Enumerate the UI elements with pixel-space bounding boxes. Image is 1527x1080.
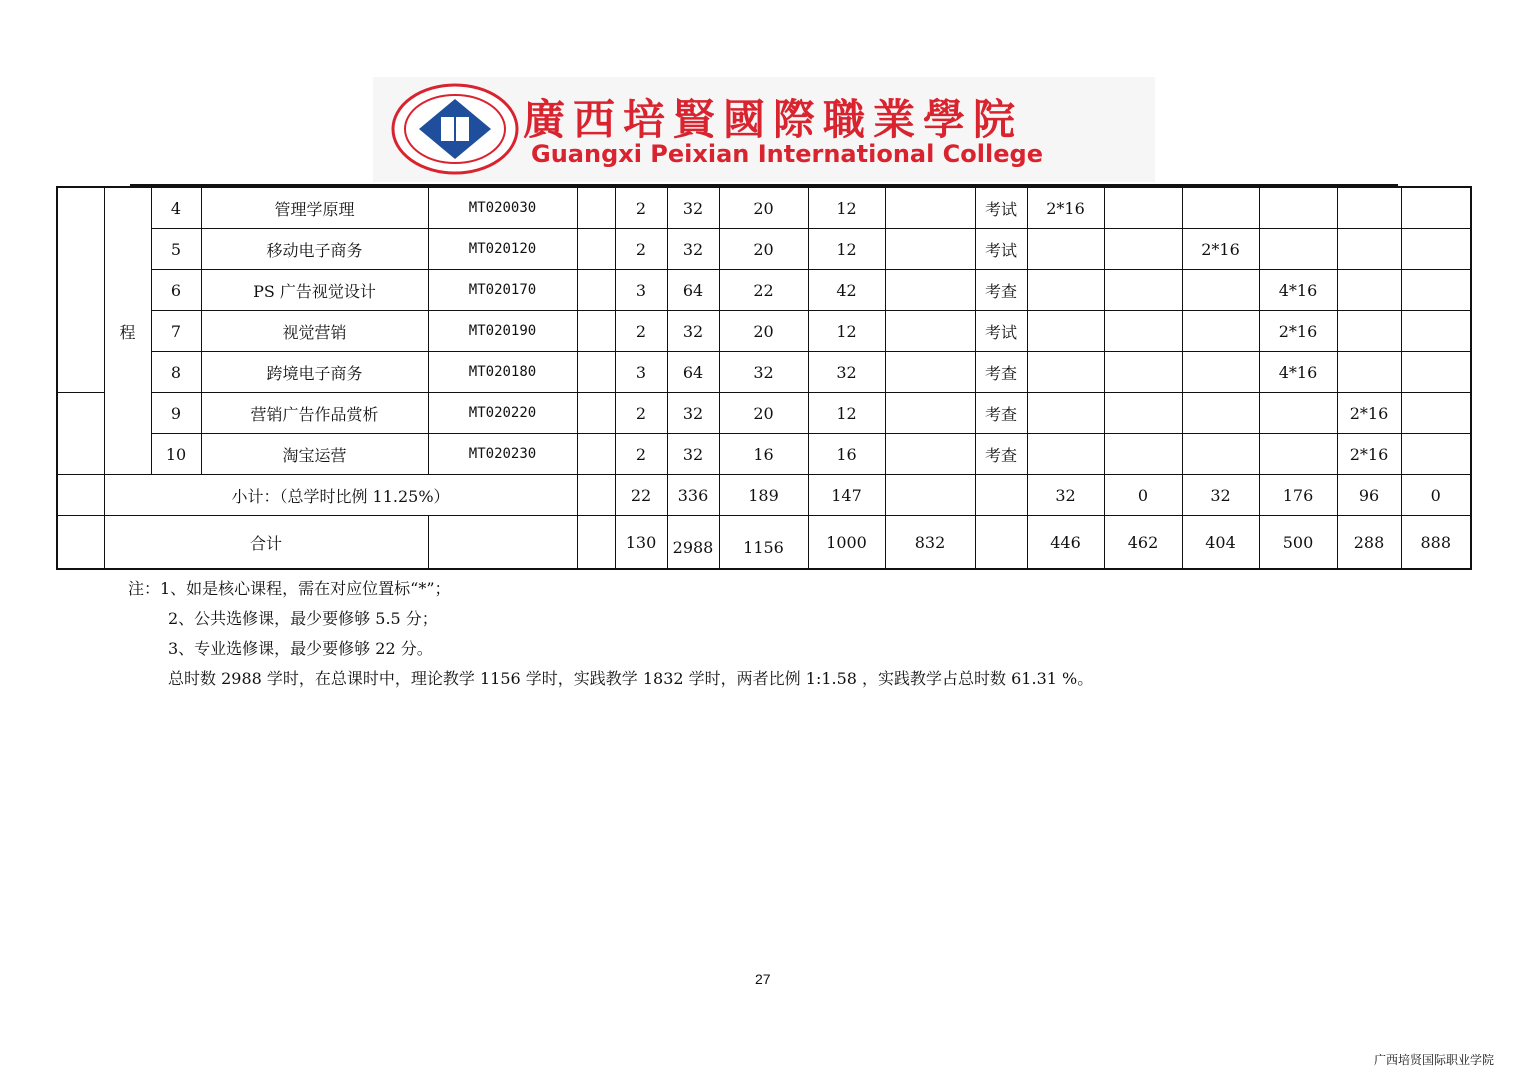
- note-1: 注：1、如是核心课程，需在对应位置标“*”；: [128, 579, 451, 598]
- semester-3: [1182, 434, 1259, 475]
- assessment: 考试: [975, 311, 1027, 352]
- semester-4: 4*16: [1259, 270, 1337, 311]
- course-code: MT020190: [428, 311, 577, 352]
- semester-5: [1337, 270, 1401, 311]
- course-code: MT020120: [428, 229, 577, 270]
- semester-2: [1104, 393, 1182, 434]
- semester-5: [1337, 352, 1401, 393]
- semester-1: [1027, 434, 1104, 475]
- semester-2: [1104, 229, 1182, 270]
- credits: 2: [615, 393, 667, 434]
- college-name-en: Guangxi Peixian International College: [531, 140, 1043, 168]
- course-no: 6: [151, 270, 201, 311]
- core-mark: [577, 187, 615, 229]
- course-name: 视觉营销: [201, 311, 428, 352]
- course-no: 7: [151, 311, 201, 352]
- assessment: 考查: [975, 434, 1027, 475]
- note-summary: 总时数 2988 学时，在总课时中，理论教学 1156 学时，实践教学 1832 学时，两者比例 1:1.58 ，实践教学占总时数 61.31 %。: [168, 669, 1094, 688]
- semester-1: [1027, 229, 1104, 270]
- semester-5: [1337, 229, 1401, 270]
- course-name: 营销广告作品赏析: [201, 393, 428, 434]
- semester-2: 462: [1104, 516, 1182, 570]
- credits: 2: [615, 311, 667, 352]
- total-hours: 64: [667, 352, 719, 393]
- semester-3: [1182, 311, 1259, 352]
- core-mark: [577, 516, 615, 570]
- assessment: 考查: [975, 393, 1027, 434]
- semester-6: [1401, 311, 1471, 352]
- credits: 2: [615, 229, 667, 270]
- other-hours: [885, 311, 975, 352]
- semester-1: [1027, 270, 1104, 311]
- practice-hours: 12: [808, 393, 885, 434]
- core-mark: [577, 434, 615, 475]
- semester-1: [1027, 352, 1104, 393]
- course-no: 10: [151, 434, 201, 475]
- course-code: MT020230: [428, 434, 577, 475]
- semester-6: [1401, 229, 1471, 270]
- semester-4: 4*16: [1259, 352, 1337, 393]
- semester-3: [1182, 352, 1259, 393]
- core-mark: [577, 229, 615, 270]
- total-hours: 32: [667, 187, 719, 229]
- semester-5: 96: [1337, 475, 1401, 516]
- credits: 130: [615, 516, 667, 570]
- semester-4: [1259, 393, 1337, 434]
- page-number: 27: [755, 971, 771, 987]
- semester-2: [1104, 352, 1182, 393]
- theory-hours: 189: [719, 475, 808, 516]
- theory-hours: 22: [719, 270, 808, 311]
- practice-hours: 1000: [808, 516, 885, 570]
- semester-2: [1104, 434, 1182, 475]
- theory-hours: 1156: [719, 516, 808, 570]
- category-label: 程: [104, 187, 151, 475]
- core-mark: [577, 393, 615, 434]
- core-mark: [577, 270, 615, 311]
- credits: 3: [615, 352, 667, 393]
- semester-5: 2*16: [1337, 434, 1401, 475]
- semester-1: [1027, 311, 1104, 352]
- course-no: 4: [151, 187, 201, 229]
- theory-hours: 20: [719, 311, 808, 352]
- course-code: MT020170: [428, 270, 577, 311]
- practice-hours: 16: [808, 434, 885, 475]
- semester-3: [1182, 187, 1259, 229]
- core-mark: [577, 352, 615, 393]
- semester-5: 288: [1337, 516, 1401, 570]
- course-code: [428, 516, 577, 570]
- credits: 22: [615, 475, 667, 516]
- grand-total-label: 合计: [104, 516, 428, 570]
- header-banner: [373, 77, 1155, 182]
- course-name: 淘宝运营: [201, 434, 428, 475]
- table-row: [57, 270, 1471, 311]
- semester-2: [1104, 187, 1182, 229]
- credits: 2: [615, 187, 667, 229]
- college-seal-logo: [391, 83, 519, 175]
- total-hours: 64: [667, 270, 719, 311]
- category-cell: [57, 475, 104, 516]
- semester-1: 2*16: [1027, 187, 1104, 229]
- semester-3: [1182, 270, 1259, 311]
- table-row: [57, 352, 1471, 393]
- course-no: 5: [151, 229, 201, 270]
- notes-section: [128, 574, 1093, 694]
- semester-2: 0: [1104, 475, 1182, 516]
- semester-4: 500: [1259, 516, 1337, 570]
- other-hours: [885, 352, 975, 393]
- semester-5: [1337, 311, 1401, 352]
- course-name: 管理学原理: [201, 187, 428, 229]
- table-row: [57, 229, 1471, 270]
- table-row: [57, 187, 1471, 229]
- course-no: 8: [151, 352, 201, 393]
- course-table: [56, 186, 1472, 570]
- table-row: [57, 311, 1471, 352]
- total-hours: 2988: [667, 516, 719, 570]
- theory-hours: 20: [719, 393, 808, 434]
- total-hours: 32: [667, 229, 719, 270]
- semester-1: 446: [1027, 516, 1104, 570]
- table-row: [57, 434, 1471, 475]
- assessment: 考试: [975, 187, 1027, 229]
- theory-hours: 32: [719, 352, 808, 393]
- credits: 3: [615, 270, 667, 311]
- course-code: MT020220: [428, 393, 577, 434]
- category-cell: [57, 393, 104, 475]
- practice-hours: 42: [808, 270, 885, 311]
- course-code: MT020180: [428, 352, 577, 393]
- footer-college-name: 广西培贤国际职业学院: [1374, 1053, 1495, 1067]
- semester-4: [1259, 434, 1337, 475]
- other-hours: [885, 270, 975, 311]
- course-name: 跨境电子商务: [201, 352, 428, 393]
- other-hours: [885, 393, 975, 434]
- semester-3: 32: [1182, 475, 1259, 516]
- other-hours: [885, 434, 975, 475]
- semester-4: [1259, 187, 1337, 229]
- grand-total-row: [57, 516, 1471, 570]
- course-code: MT020030: [428, 187, 577, 229]
- semester-3: 404: [1182, 516, 1259, 570]
- core-mark: [577, 311, 615, 352]
- category-cell: [57, 187, 104, 393]
- note-2: 2、公共选修课，最少要修够 5.5 分；: [168, 609, 438, 628]
- course-name: PS 广告视觉设计: [201, 270, 428, 311]
- category-cell: [57, 516, 104, 570]
- semester-6: [1401, 187, 1471, 229]
- theory-hours: 20: [719, 187, 808, 229]
- core-mark: [577, 475, 615, 516]
- practice-hours: 147: [808, 475, 885, 516]
- total-hours: 32: [667, 393, 719, 434]
- assessment: [975, 475, 1027, 516]
- assessment: 考查: [975, 352, 1027, 393]
- assessment: [975, 516, 1027, 570]
- semester-5: 2*16: [1337, 393, 1401, 434]
- semester-4: 2*16: [1259, 311, 1337, 352]
- semester-1: 32: [1027, 475, 1104, 516]
- course-name: 移动电子商务: [201, 229, 428, 270]
- table-row: [57, 393, 1471, 434]
- semester-5: [1337, 187, 1401, 229]
- semester-2: [1104, 270, 1182, 311]
- theory-hours: 16: [719, 434, 808, 475]
- semester-6: [1401, 434, 1471, 475]
- other-hours: [885, 187, 975, 229]
- other-hours: 832: [885, 516, 975, 570]
- semester-6: 888: [1401, 516, 1471, 570]
- college-name-cn: 廣西培賢國際職業學院: [523, 95, 1024, 144]
- semester-6: [1401, 270, 1471, 311]
- semester-3: 2*16: [1182, 229, 1259, 270]
- semester-6: [1401, 352, 1471, 393]
- theory-hours: 20: [719, 229, 808, 270]
- semester-6: [1401, 393, 1471, 434]
- subtotal-label: 小计：（总学时比例 11.25%）: [104, 475, 577, 516]
- other-hours: [885, 229, 975, 270]
- semester-2: [1104, 311, 1182, 352]
- assessment: 考试: [975, 229, 1027, 270]
- semester-6: 0: [1401, 475, 1471, 516]
- total-hours: 32: [667, 311, 719, 352]
- practice-hours: 12: [808, 187, 885, 229]
- semester-3: [1182, 393, 1259, 434]
- semester-4: [1259, 229, 1337, 270]
- practice-hours: 32: [808, 352, 885, 393]
- total-hours: 336: [667, 475, 719, 516]
- practice-hours: 12: [808, 311, 885, 352]
- subtotal-row: [57, 475, 1471, 516]
- total-hours: 32: [667, 434, 719, 475]
- semester-1: [1027, 393, 1104, 434]
- assessment: 考查: [975, 270, 1027, 311]
- semester-4: 176: [1259, 475, 1337, 516]
- other-hours: [885, 475, 975, 516]
- credits: 2: [615, 434, 667, 475]
- course-no: 9: [151, 393, 201, 434]
- practice-hours: 12: [808, 229, 885, 270]
- note-3: 3、专业选修课，最少要修够 22 分。: [168, 639, 433, 658]
